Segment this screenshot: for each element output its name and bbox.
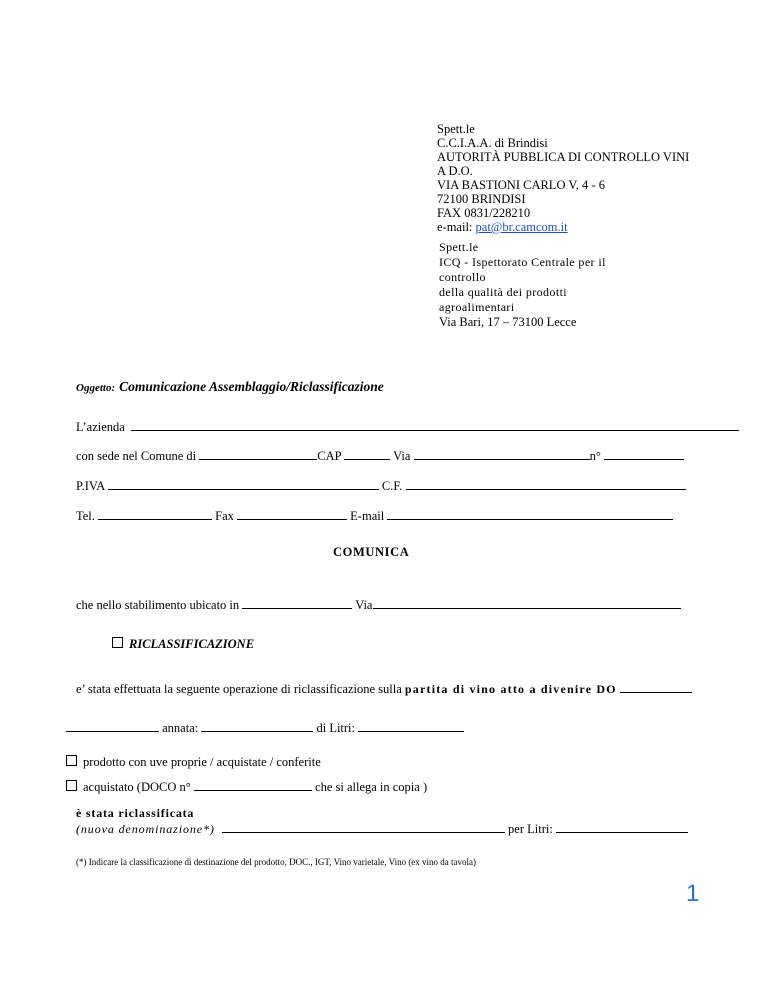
numero-input[interactable] [604,448,684,460]
recipient-line: della qualità dei prodotti [439,285,568,299]
comunica-heading: COMUNICA [333,545,410,559]
tel-input[interactable] [98,508,212,520]
recipient-line: C.C.I.A.A. di Brindisi [437,136,548,150]
riclassificazione-checkbox[interactable] [112,637,123,648]
azienda-row [76,419,739,435]
annata-label: annata: [162,721,199,735]
recipient-line: Spett.le [437,122,475,136]
nuova-denominazione-label: (nuova denominazione*) [76,822,215,836]
subject-line [76,378,384,396]
litri-input[interactable] [358,720,464,732]
recipient-line: A D.O. [437,164,473,178]
riclassificata-litri-label: per Litri: [508,822,553,836]
recipient-line: ICQ - Ispettorato Centrale per il [439,255,606,269]
sede-label: con sede nel Comune di [76,449,197,463]
email-label: e-mail: [437,220,476,234]
cap-input[interactable] [344,448,390,460]
stabilimento-label: che nello stabilimento ubicato in [76,598,240,612]
prodotto-label: prodotto con uve proprie / acquistate / conferite [83,755,321,769]
recipient-line: 72100 BRINDISI [437,192,526,206]
doco-input[interactable] [194,779,312,791]
recipient-email-line [437,220,689,234]
recipient-line: VIA BASTIONI CARLO V, 4 - 6 [437,178,605,192]
recipient-line: agroalimentari [439,300,515,314]
stabilimento-input[interactable] [242,597,352,609]
piva-input[interactable] [108,478,379,490]
partita-input[interactable] [66,720,159,732]
recipient-line: controllo [439,270,486,284]
azienda-label: L’azienda [76,420,125,434]
cap-label: CAP [317,449,342,463]
stabilimento-row [76,597,681,613]
nuova-denominazione-row [76,821,688,837]
via-label: Via [393,449,411,463]
recipient-line: AUTORITÀ PUBBLICA DI CONTROLLO VINI [437,150,690,164]
nuova-denominazione-input[interactable] [222,821,505,833]
annata-row [66,720,464,736]
email-link[interactable]: pat@br.camcom.it [475,220,568,234]
recipient-line: Via Bari, 17 – 73100 Lecce [439,315,577,329]
acquistato-checkbox[interactable] [66,780,77,791]
acquistato-label: acquistato (DOCO n° [83,780,191,794]
recipient-address-ccia [437,122,689,234]
numero-label: n° [589,449,601,463]
recipient-line: FAX 0831/228210 [437,206,531,220]
riclassificazione-option[interactable] [112,637,254,652]
riclassificazione-label: RICLASSIFICAZIONE [129,637,255,651]
do-input[interactable] [620,681,692,693]
contacts-row [76,508,673,524]
annata-input[interactable] [201,720,313,732]
litri-label: di Litri: [316,721,356,735]
operazione-bold: partita di vino atto a divenire DO [404,682,617,696]
recipient-address-icq [439,240,606,330]
subject-text: Comunicazione Assemblaggio/Riclassificazione [119,379,384,394]
piva-row [76,478,686,494]
stabilimento-via-label: Via [355,598,373,612]
fax-label: Fax [215,509,234,523]
prodotto-checkbox[interactable] [66,755,77,766]
operazione-text: e’ stata effettuata la seguente operazione di riclassificazione sulla [76,682,402,696]
email-input[interactable] [387,508,673,520]
cf-label: C.F. [381,479,403,493]
riclassificata-title: è stata riclassificata [76,806,195,820]
operazione-row [76,681,692,697]
piva-label: P.IVA [76,479,105,493]
prodotto-option[interactable] [66,755,321,770]
subject-label: Oggetto: [76,382,116,394]
recipient-line: Spett.le [439,240,479,254]
acquistato-option[interactable] [66,779,427,795]
azienda-input[interactable] [131,419,739,431]
cf-input[interactable] [406,478,686,490]
acquistato-suffix: che si allega in copia ) [315,780,428,794]
stabilimento-via-input[interactable] [373,597,681,609]
riclassificata-litri-input[interactable] [556,821,688,833]
footnote: (*) Indicare la classificazione di destinazione del prodotto, DOC., IGT, Vino varietale, Vino (ex vino da tavola) [76,857,477,867]
fax-input[interactable] [237,508,347,520]
via-input[interactable] [414,448,590,460]
email-field-label: E-mail [350,509,385,523]
comune-input[interactable] [199,448,317,460]
page-number: 1 [686,880,700,907]
tel-label: Tel. [76,509,95,523]
sede-row [76,448,684,464]
